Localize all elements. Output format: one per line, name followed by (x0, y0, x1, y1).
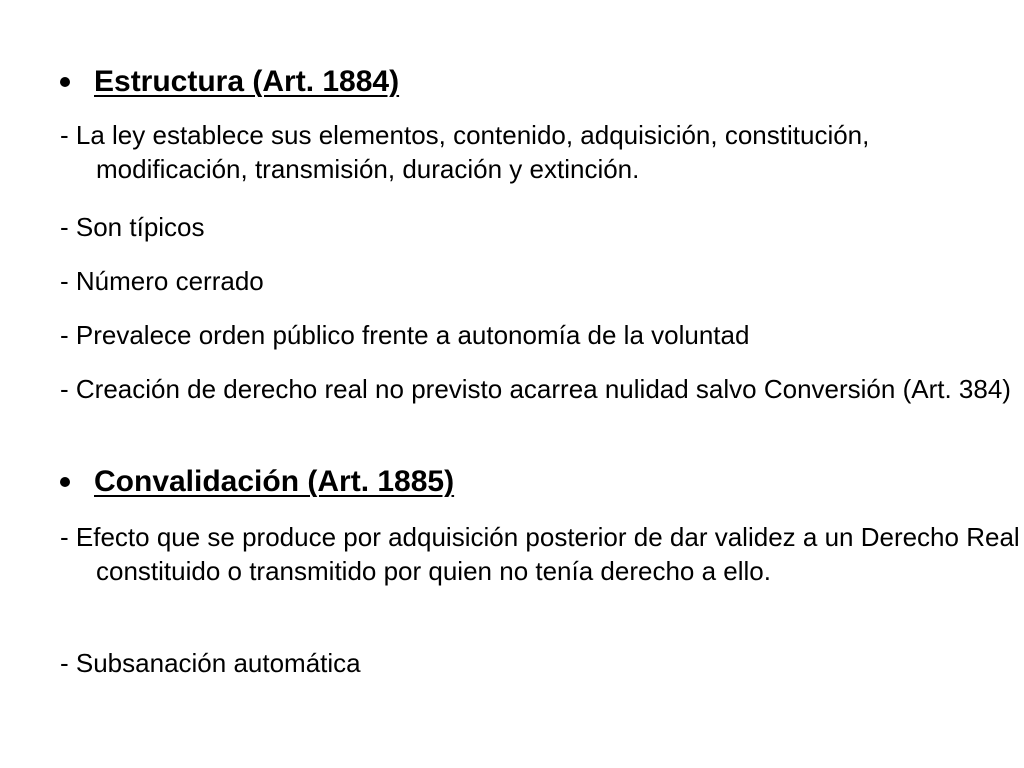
list-item: - Creación de derecho real no previsto acarrea nulidad salvo Conversión (Art. 384) (60, 374, 1011, 404)
list-item: - Subsanación automática (60, 648, 361, 678)
list-item: - Prevalece orden público frente a autonomía de la voluntad (60, 320, 750, 350)
section-heading-estructura (60, 64, 990, 100)
bullet-dot-icon (60, 477, 70, 487)
section-heading-convalidacion (60, 464, 990, 500)
list-item: - Son típicos (60, 212, 205, 242)
list-item: - Número cerrado (60, 266, 264, 296)
bullet-dot-icon (60, 77, 70, 87)
section-heading-text: Estructura (Art. 1884) (94, 65, 400, 98)
section-heading-text: Convalidación (Art. 1885) (94, 465, 455, 498)
list-item: - La ley establece sus elementos, contenido, adquisición, constitución, modificación, transmisión, duración y extinción. (60, 120, 870, 184)
list-item: - Efecto que se produce por adquisición posterior de dar validez a un Derecho Real constituido o transmitido por quien no tenía derecho a ello. (60, 522, 1020, 586)
